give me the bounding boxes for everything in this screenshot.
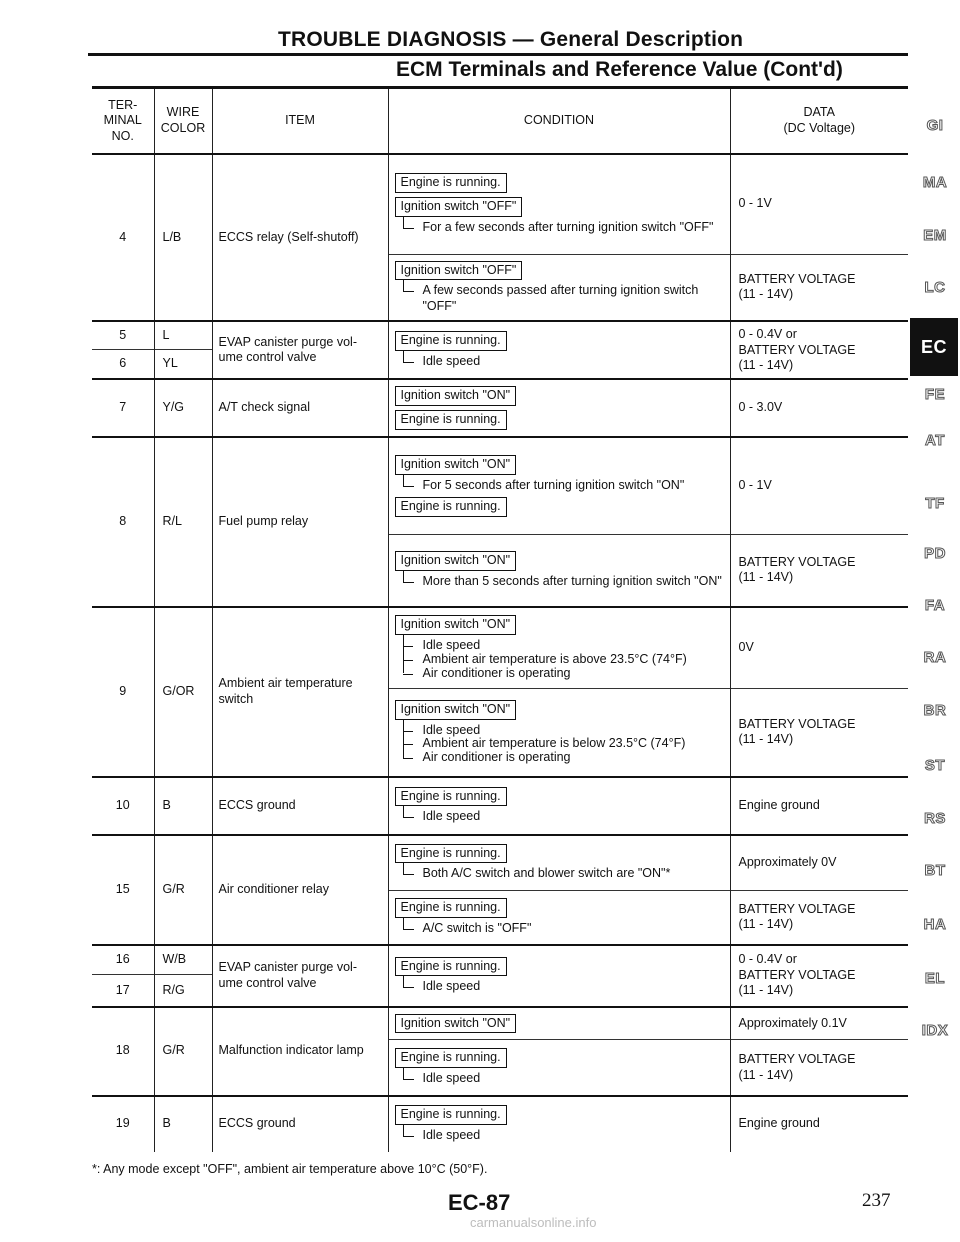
section-tab-fe[interactable]: FE bbox=[924, 386, 946, 403]
table-row bbox=[92, 607, 908, 689]
section-tab-fa[interactable]: FA bbox=[924, 597, 946, 614]
col-header-terminal: TER- MINAL NO. bbox=[92, 88, 154, 155]
page-title: TROUBLE DIAGNOSIS — General Description bbox=[278, 28, 744, 51]
wire-cell: G/R bbox=[154, 1007, 212, 1096]
condition-sub: Idle speed bbox=[395, 979, 724, 995]
data-cell: BATTERY VOLTAGE (11 - 14V) bbox=[730, 689, 908, 777]
data-cell: Engine ground bbox=[730, 777, 908, 835]
item-cell: ECCS ground bbox=[212, 1096, 388, 1152]
condition-sub: For a few seconds after turning ignition switch "OFF" bbox=[395, 220, 724, 236]
condition-box: Ignition switch "ON" bbox=[395, 700, 517, 720]
terminal-cell: 19 bbox=[92, 1096, 154, 1152]
terminal-cell: 10 bbox=[92, 777, 154, 835]
section-tab-br[interactable]: BR bbox=[923, 702, 947, 719]
condition-cell bbox=[388, 321, 730, 379]
table-row bbox=[92, 945, 908, 975]
wire-cell: W/B bbox=[154, 945, 212, 975]
condition-cell bbox=[388, 945, 730, 1007]
wire-cell: Y/G bbox=[154, 379, 212, 436]
wire-cell: G/OR bbox=[154, 607, 212, 777]
condition-cell bbox=[388, 379, 730, 436]
condition-box: Ignition switch "ON" bbox=[395, 615, 517, 635]
section-tab-tf[interactable]: TF bbox=[925, 495, 945, 512]
condition-sub: Idle speed bbox=[395, 354, 724, 370]
condition-cell bbox=[388, 835, 730, 891]
condition-box: Ignition switch "OFF" bbox=[395, 197, 523, 217]
wire-cell: B bbox=[154, 777, 212, 835]
title-rule bbox=[88, 53, 908, 56]
item-cell: Air conditioner relay bbox=[212, 835, 388, 945]
data-cell: 0 - 0.4V or BATTERY VOLTAGE (11 - 14V) bbox=[730, 321, 908, 379]
condition-cell bbox=[388, 689, 730, 777]
table-row bbox=[92, 379, 908, 436]
data-cell: 0 - 1V bbox=[730, 154, 908, 254]
table-row bbox=[92, 777, 908, 835]
section-tab-bt[interactable]: BT bbox=[924, 862, 946, 879]
terminal-cell: 9 bbox=[92, 607, 154, 777]
condition-box: Ignition switch "ON" bbox=[395, 455, 517, 475]
page-number: 237 bbox=[862, 1190, 891, 1211]
table-row bbox=[92, 835, 908, 891]
condition-line: Ambient air temperature is below 23.5°C (74°F) bbox=[423, 737, 724, 751]
condition-sub: Idle speed bbox=[395, 809, 724, 825]
section-tab-st[interactable]: ST bbox=[924, 757, 946, 774]
page-subtitle: ECM Terminals and Reference Value (Cont'd) bbox=[396, 58, 843, 81]
item-cell: A/T check signal bbox=[212, 379, 388, 436]
wire-cell: R/L bbox=[154, 437, 212, 607]
terminal-cell: 8 bbox=[92, 437, 154, 607]
condition-cell bbox=[388, 1040, 730, 1096]
condition-line: Air conditioner is operating bbox=[423, 751, 724, 765]
condition-list bbox=[395, 724, 724, 765]
col-header-item: ITEM bbox=[212, 88, 388, 155]
condition-line: Air conditioner is operating bbox=[423, 667, 724, 681]
condition-sub: More than 5 seconds after turning ignition switch "ON" bbox=[395, 574, 724, 590]
condition-cell bbox=[388, 607, 730, 689]
data-cell: BATTERY VOLTAGE (11 - 14V) bbox=[730, 535, 908, 607]
item-cell: Malfunction indicator lamp bbox=[212, 1007, 388, 1096]
item-cell: EVAP canister purge vol- ume control valve bbox=[212, 321, 388, 379]
condition-box: Engine is running. bbox=[395, 1105, 507, 1125]
table-header-row bbox=[92, 88, 908, 155]
item-cell: ECCS relay (Self-shutoff) bbox=[212, 154, 388, 321]
table-row bbox=[92, 1007, 908, 1040]
section-tab-ec[interactable]: EC bbox=[910, 318, 958, 376]
condition-sub: Idle speed bbox=[395, 1071, 724, 1087]
condition-cell bbox=[388, 535, 730, 607]
wire-cell: L/B bbox=[154, 154, 212, 321]
item-cell: EVAP canister purge vol- ume control valve bbox=[212, 945, 388, 1007]
section-tab-idx[interactable]: IDX bbox=[921, 1022, 949, 1039]
terminal-cell: 18 bbox=[92, 1007, 154, 1096]
condition-list bbox=[395, 639, 724, 680]
condition-box: Ignition switch "OFF" bbox=[395, 261, 523, 281]
table-row bbox=[92, 321, 908, 349]
item-cell: ECCS ground bbox=[212, 777, 388, 835]
wire-cell: YL bbox=[154, 349, 212, 379]
condition-cell bbox=[388, 154, 730, 254]
table-row bbox=[92, 154, 908, 254]
condition-cell bbox=[388, 254, 730, 321]
condition-sub: For 5 seconds after turning ignition switch "ON" bbox=[395, 478, 724, 494]
terminal-cell: 7 bbox=[92, 379, 154, 436]
terminal-cell: 4 bbox=[92, 154, 154, 321]
condition-cell bbox=[388, 437, 730, 535]
wire-cell: B bbox=[154, 1096, 212, 1152]
condition-line: Idle speed bbox=[423, 639, 724, 653]
wire-cell: G/R bbox=[154, 835, 212, 945]
condition-sub: Idle speed bbox=[395, 1128, 724, 1144]
ecm-terminal-table bbox=[92, 86, 908, 1152]
terminal-cell: 6 bbox=[92, 349, 154, 379]
page-id: EC-87 bbox=[448, 1190, 511, 1215]
condition-box: Engine is running. bbox=[395, 410, 507, 430]
section-tab-em[interactable]: EM bbox=[923, 227, 947, 244]
condition-cell bbox=[388, 777, 730, 835]
condition-line: Ambient air temperature is above 23.5°C (74°F) bbox=[423, 653, 724, 667]
condition-box: Engine is running. bbox=[395, 957, 507, 977]
condition-line: Idle speed bbox=[423, 724, 724, 738]
data-cell: BATTERY VOLTAGE (11 - 14V) bbox=[730, 254, 908, 321]
condition-box: Engine is running. bbox=[395, 1048, 507, 1068]
terminal-cell: 15 bbox=[92, 835, 154, 945]
col-header-wire: WIRE COLOR bbox=[154, 88, 212, 155]
col-header-data: DATA (DC Voltage) bbox=[730, 88, 908, 155]
section-tab-el[interactable]: EL bbox=[924, 970, 946, 987]
condition-box: Ignition switch "ON" bbox=[395, 1014, 517, 1034]
col-header-condition: CONDITION bbox=[388, 88, 730, 155]
data-cell: 0 - 1V bbox=[730, 437, 908, 535]
condition-box: Engine is running. bbox=[395, 844, 507, 864]
condition-box: Engine is running. bbox=[395, 173, 507, 193]
data-cell: 0 - 3.0V bbox=[730, 379, 908, 436]
data-cell: BATTERY VOLTAGE (11 - 14V) bbox=[730, 891, 908, 945]
condition-cell bbox=[388, 1007, 730, 1040]
condition-sub: A few seconds passed after turning ignition switch "OFF" bbox=[395, 283, 724, 314]
footnote: *: Any mode except "OFF", ambient air temperature above 10°C (50°F). bbox=[92, 1162, 488, 1176]
section-tab-at[interactable]: AT bbox=[925, 432, 945, 449]
table-row bbox=[92, 437, 908, 535]
section-tab-rs[interactable]: RS bbox=[924, 810, 946, 827]
wire-cell: L bbox=[154, 321, 212, 349]
section-tab-ma[interactable]: MA bbox=[922, 174, 948, 191]
data-cell: BATTERY VOLTAGE (11 - 14V) bbox=[730, 1040, 908, 1096]
data-cell: Approximately 0.1V bbox=[730, 1007, 908, 1040]
condition-cell bbox=[388, 1096, 730, 1152]
wire-cell: R/G bbox=[154, 975, 212, 1007]
watermark: carmanualsonline.info bbox=[470, 1215, 597, 1230]
section-tab-ra[interactable]: RA bbox=[923, 649, 947, 666]
terminal-cell: 5 bbox=[92, 321, 154, 349]
condition-cell bbox=[388, 891, 730, 945]
section-tab-pd[interactable]: PD bbox=[924, 545, 946, 562]
section-tab-lc[interactable]: LC bbox=[924, 279, 946, 296]
table-row bbox=[92, 1096, 908, 1152]
section-tab-gi[interactable]: GI bbox=[926, 117, 944, 134]
data-cell: Approximately 0V bbox=[730, 835, 908, 891]
condition-sub: A/C switch is "OFF" bbox=[395, 921, 724, 937]
condition-box: Engine is running. bbox=[395, 898, 507, 918]
terminal-cell: 17 bbox=[92, 975, 154, 1007]
condition-box: Ignition switch "ON" bbox=[395, 551, 517, 571]
data-cell: 0 - 0.4V or BATTERY VOLTAGE (11 - 14V) bbox=[730, 945, 908, 1007]
condition-box: Engine is running. bbox=[395, 787, 507, 807]
data-cell: 0V bbox=[730, 607, 908, 689]
data-cell: Engine ground bbox=[730, 1096, 908, 1152]
condition-box: Engine is running. bbox=[395, 331, 507, 351]
item-cell: Ambient air temperature switch bbox=[212, 607, 388, 777]
condition-sub: Both A/C switch and blower switch are "ON"* bbox=[395, 866, 724, 882]
condition-box: Engine is running. bbox=[395, 497, 507, 517]
condition-box: Ignition switch "ON" bbox=[395, 386, 517, 406]
section-tab-ha[interactable]: HA bbox=[923, 916, 947, 933]
item-cell: Fuel pump relay bbox=[212, 437, 388, 607]
terminal-cell: 16 bbox=[92, 945, 154, 975]
